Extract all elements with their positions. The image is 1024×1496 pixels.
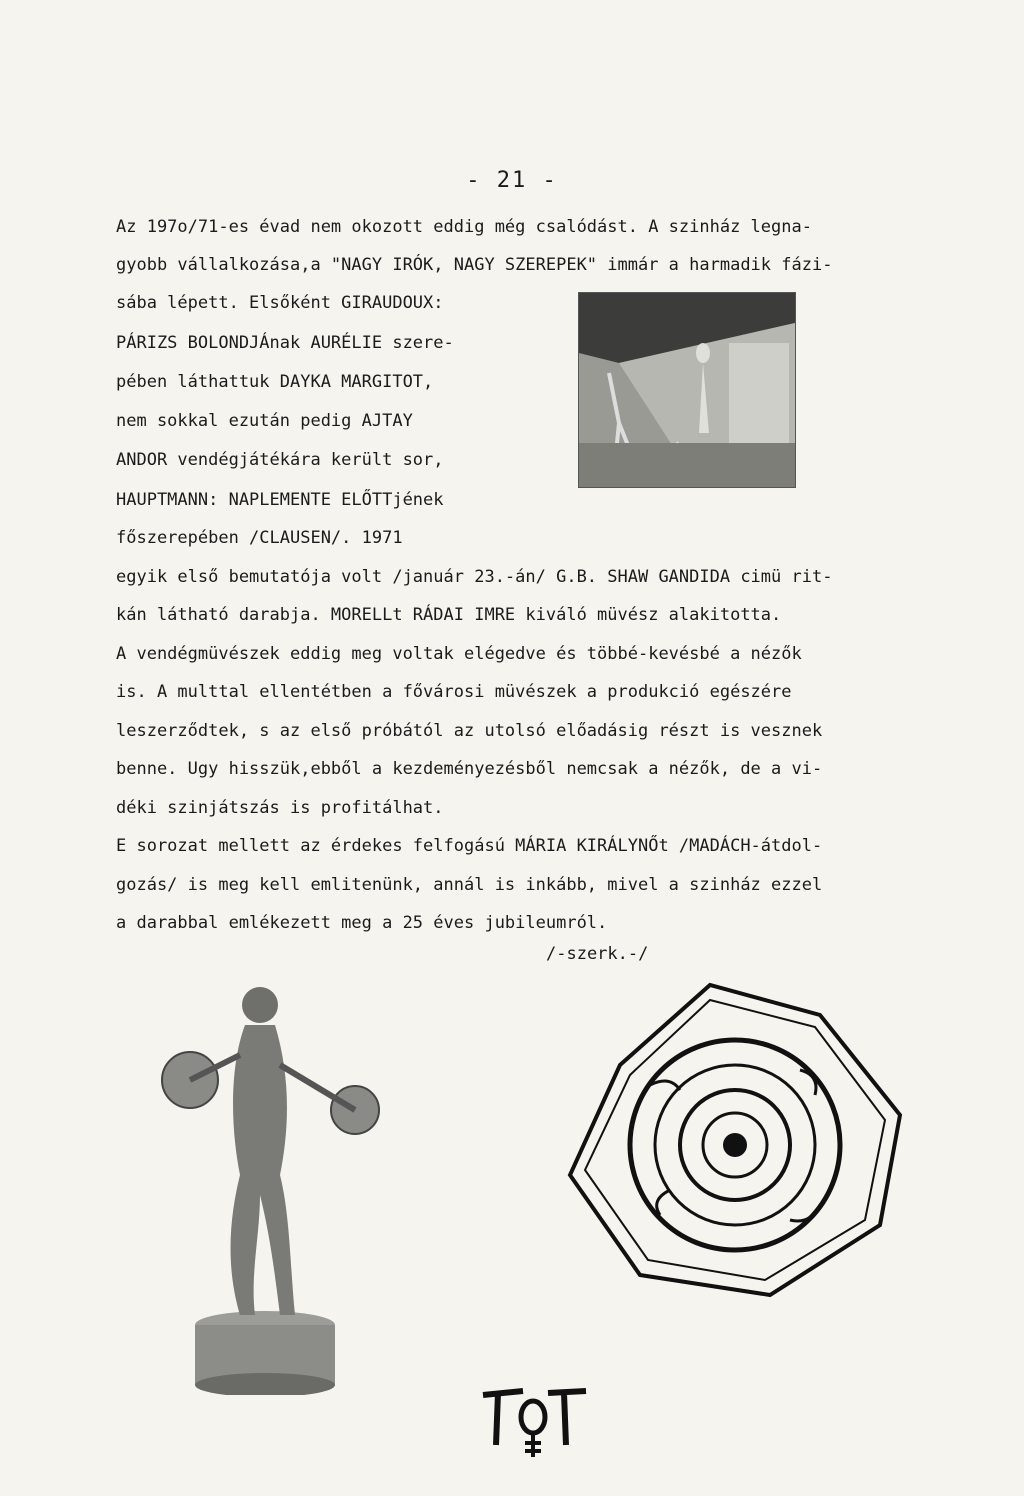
signature: /-szerk.-/ [546,944,649,964]
page-number: - 21 - [466,168,558,193]
text-line: kán látható darabja. MORELLt RÁDAI IMRE kiváló müvész alakitotta. [116,605,782,625]
text-line: sába lépett. Elsőként GIRAUDOUX: [116,293,444,313]
text-line: a darabbal emlékezett meg a 25 éves jubileumról. [116,913,608,933]
text-line: PÁRIZS BOLONDJÁnak AURÉLIE szere- [116,333,454,353]
statue-figure [130,985,400,1395]
text-line: pében láthattuk DAYKA MARGITOT, [116,372,434,392]
text-line: HAUPTMANN: NAPLEMENTE ELŐTTjének [116,490,444,510]
text-line: gozás/ is meg kell emlitenünk, annál is inkább, mivel a szinház ezzel [116,875,823,895]
text-line: leszerződtek, s az első próbától az utolsó előadásig részt is vesznek [116,721,823,741]
text-line: nem sokkal ezután pedig AJTAY [116,411,413,431]
monogram-logo [478,1385,588,1465]
text-line: gyobb vállalkozása,a "NAGY IRÓK, NAGY SZEREPEK" immár a harmadik fázi- [116,255,833,275]
text-line: is. A multtal ellentétben a fővárosi müvészek a produkció egészére [116,682,792,702]
text-line: egyik első bemutatója volt /január 23.-án/ G.B. SHAW GANDIDA cimü rit- [116,567,833,587]
text-line: főszerepében /CLAUSEN/. 1971 [116,528,403,548]
stage-photo [578,292,796,488]
ornament-medallion [560,975,910,1305]
text-line: Az 197o/71-es évad nem okozott eddig még csalódást. A szinház legna- [116,217,812,237]
text-line: benne. Ugy hisszük,ebből a kezdeményezésből nemcsak a nézők, de a vi- [116,759,823,779]
text-line: déki szinjátszás is profitálhat. [116,798,444,818]
text-line: E sorozat mellett az érdekes felfogású MÁRIA KIRÁLYNŐt /MADÁCH-átdol- [116,836,823,856]
text-line: ANDOR vendégjátékára került sor, [116,450,444,470]
text-line: A vendégmüvészek eddig meg voltak elégedve és többé-kevésbé a nézők [116,644,802,664]
